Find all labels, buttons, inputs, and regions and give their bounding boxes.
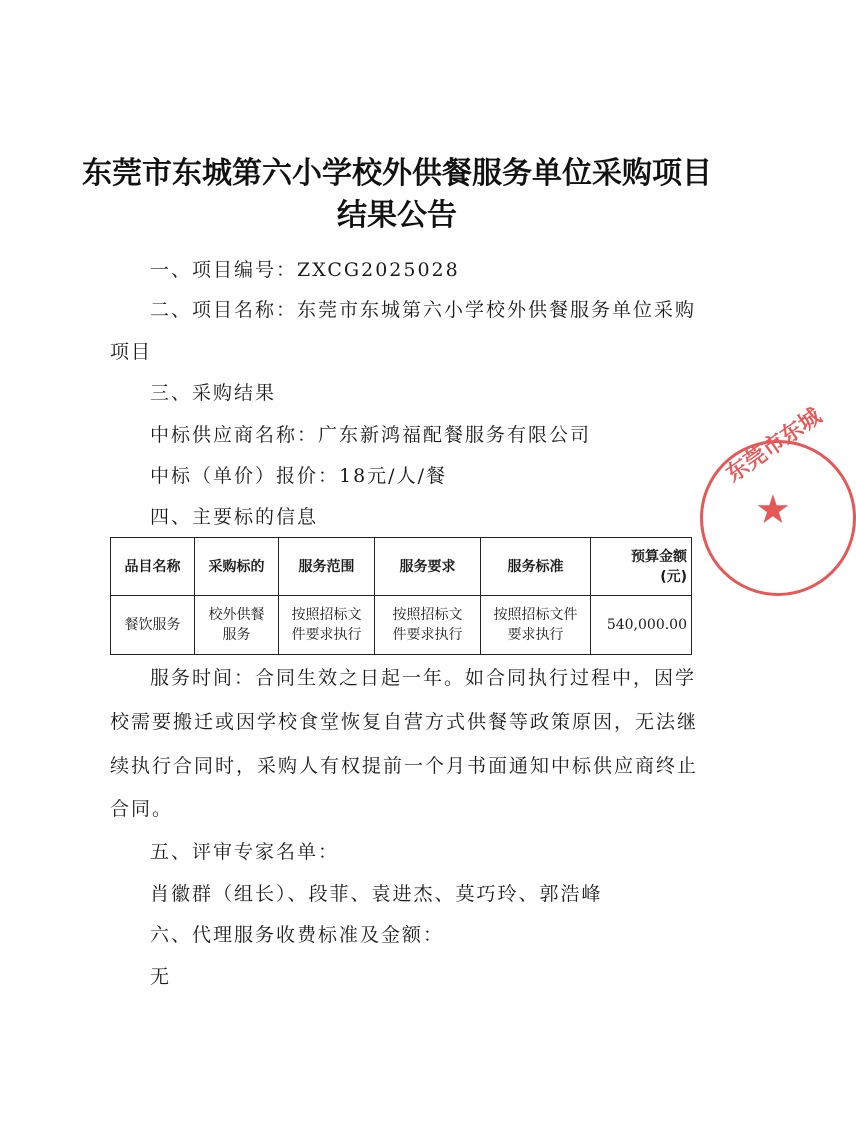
cell-requirement	[375, 596, 481, 655]
cell-subject-line1: 校外供餐	[208, 607, 265, 623]
fee-value: 无	[150, 966, 172, 988]
header-budget-line2: (元)	[660, 568, 687, 585]
page-title-line1: 东莞市东城第六小学校外供餐服务单位采购项目	[82, 156, 712, 191]
page-title-line2: 结果公告	[337, 198, 457, 233]
seal-text: 东莞市东城	[721, 403, 827, 488]
cell-budget: 540,000.00	[591, 596, 692, 655]
project-name-line1: 二、项目名称：东莞市东城第六小学校外供餐服务单位采购	[150, 299, 697, 321]
winning-supplier: 中标供应商名称：广东新鸿福配餐服务有限公司	[150, 424, 592, 446]
header-standard: 服务标准	[481, 538, 591, 596]
cell-scope-line1: 按照招标文	[291, 607, 362, 623]
service-time-line2: 校需要搬迁或因学校食堂恢复自营方式供餐等政策原因，无法继	[110, 711, 699, 733]
info-heading: 四、主要标的信息	[150, 506, 319, 528]
service-time-line1: 服务时间：合同生效之日起一年。如合同执行过程中，因学	[150, 667, 697, 689]
table-header-row	[111, 538, 692, 596]
experts-list: 肖徽群（组长）、段菲、袁进杰、莫巧玲、郭浩峰	[150, 883, 603, 905]
project-name-line2: 项目	[110, 341, 153, 363]
service-time-line4: 合同。	[110, 798, 174, 820]
cell-requirement-line1: 按照招标文	[392, 607, 463, 623]
cell-item: 餐饮服务	[111, 596, 195, 655]
cell-standard	[481, 596, 591, 655]
cell-subject	[195, 596, 279, 655]
experts-heading: 五、评审专家名单：	[150, 841, 340, 863]
header-item: 品目名称	[111, 538, 195, 596]
header-subject: 采购标的	[195, 538, 279, 596]
service-time-line3: 续执行合同时，采购人有权提前一个月书面通知中标供应商终止	[110, 755, 699, 777]
table-row	[111, 596, 692, 655]
subject-info-table	[110, 537, 692, 655]
cell-standard-line2: 要求执行	[507, 627, 564, 643]
official-seal	[700, 403, 856, 596]
fee-heading: 六、代理服务收费标准及金额：	[150, 924, 445, 946]
cell-scope	[279, 596, 375, 655]
cell-requirement-line2: 件要求执行	[392, 627, 463, 643]
header-scope: 服务范围	[279, 538, 375, 596]
result-heading: 三、采购结果	[150, 382, 277, 404]
star-icon: ★	[755, 487, 791, 533]
header-budget	[591, 538, 692, 596]
header-requirement: 服务要求	[375, 538, 481, 596]
cell-subject-line2: 服务	[222, 627, 251, 643]
cell-standard-line1: 按照招标文件	[493, 607, 578, 623]
winning-price: 中标（单价）报价：18元/人/餐	[150, 465, 447, 487]
header-budget-line1: 预算金额	[631, 548, 687, 565]
project-number: 一、项目编号：ZXCG2025028	[150, 259, 460, 281]
cell-scope-line2: 件要求执行	[291, 627, 362, 643]
